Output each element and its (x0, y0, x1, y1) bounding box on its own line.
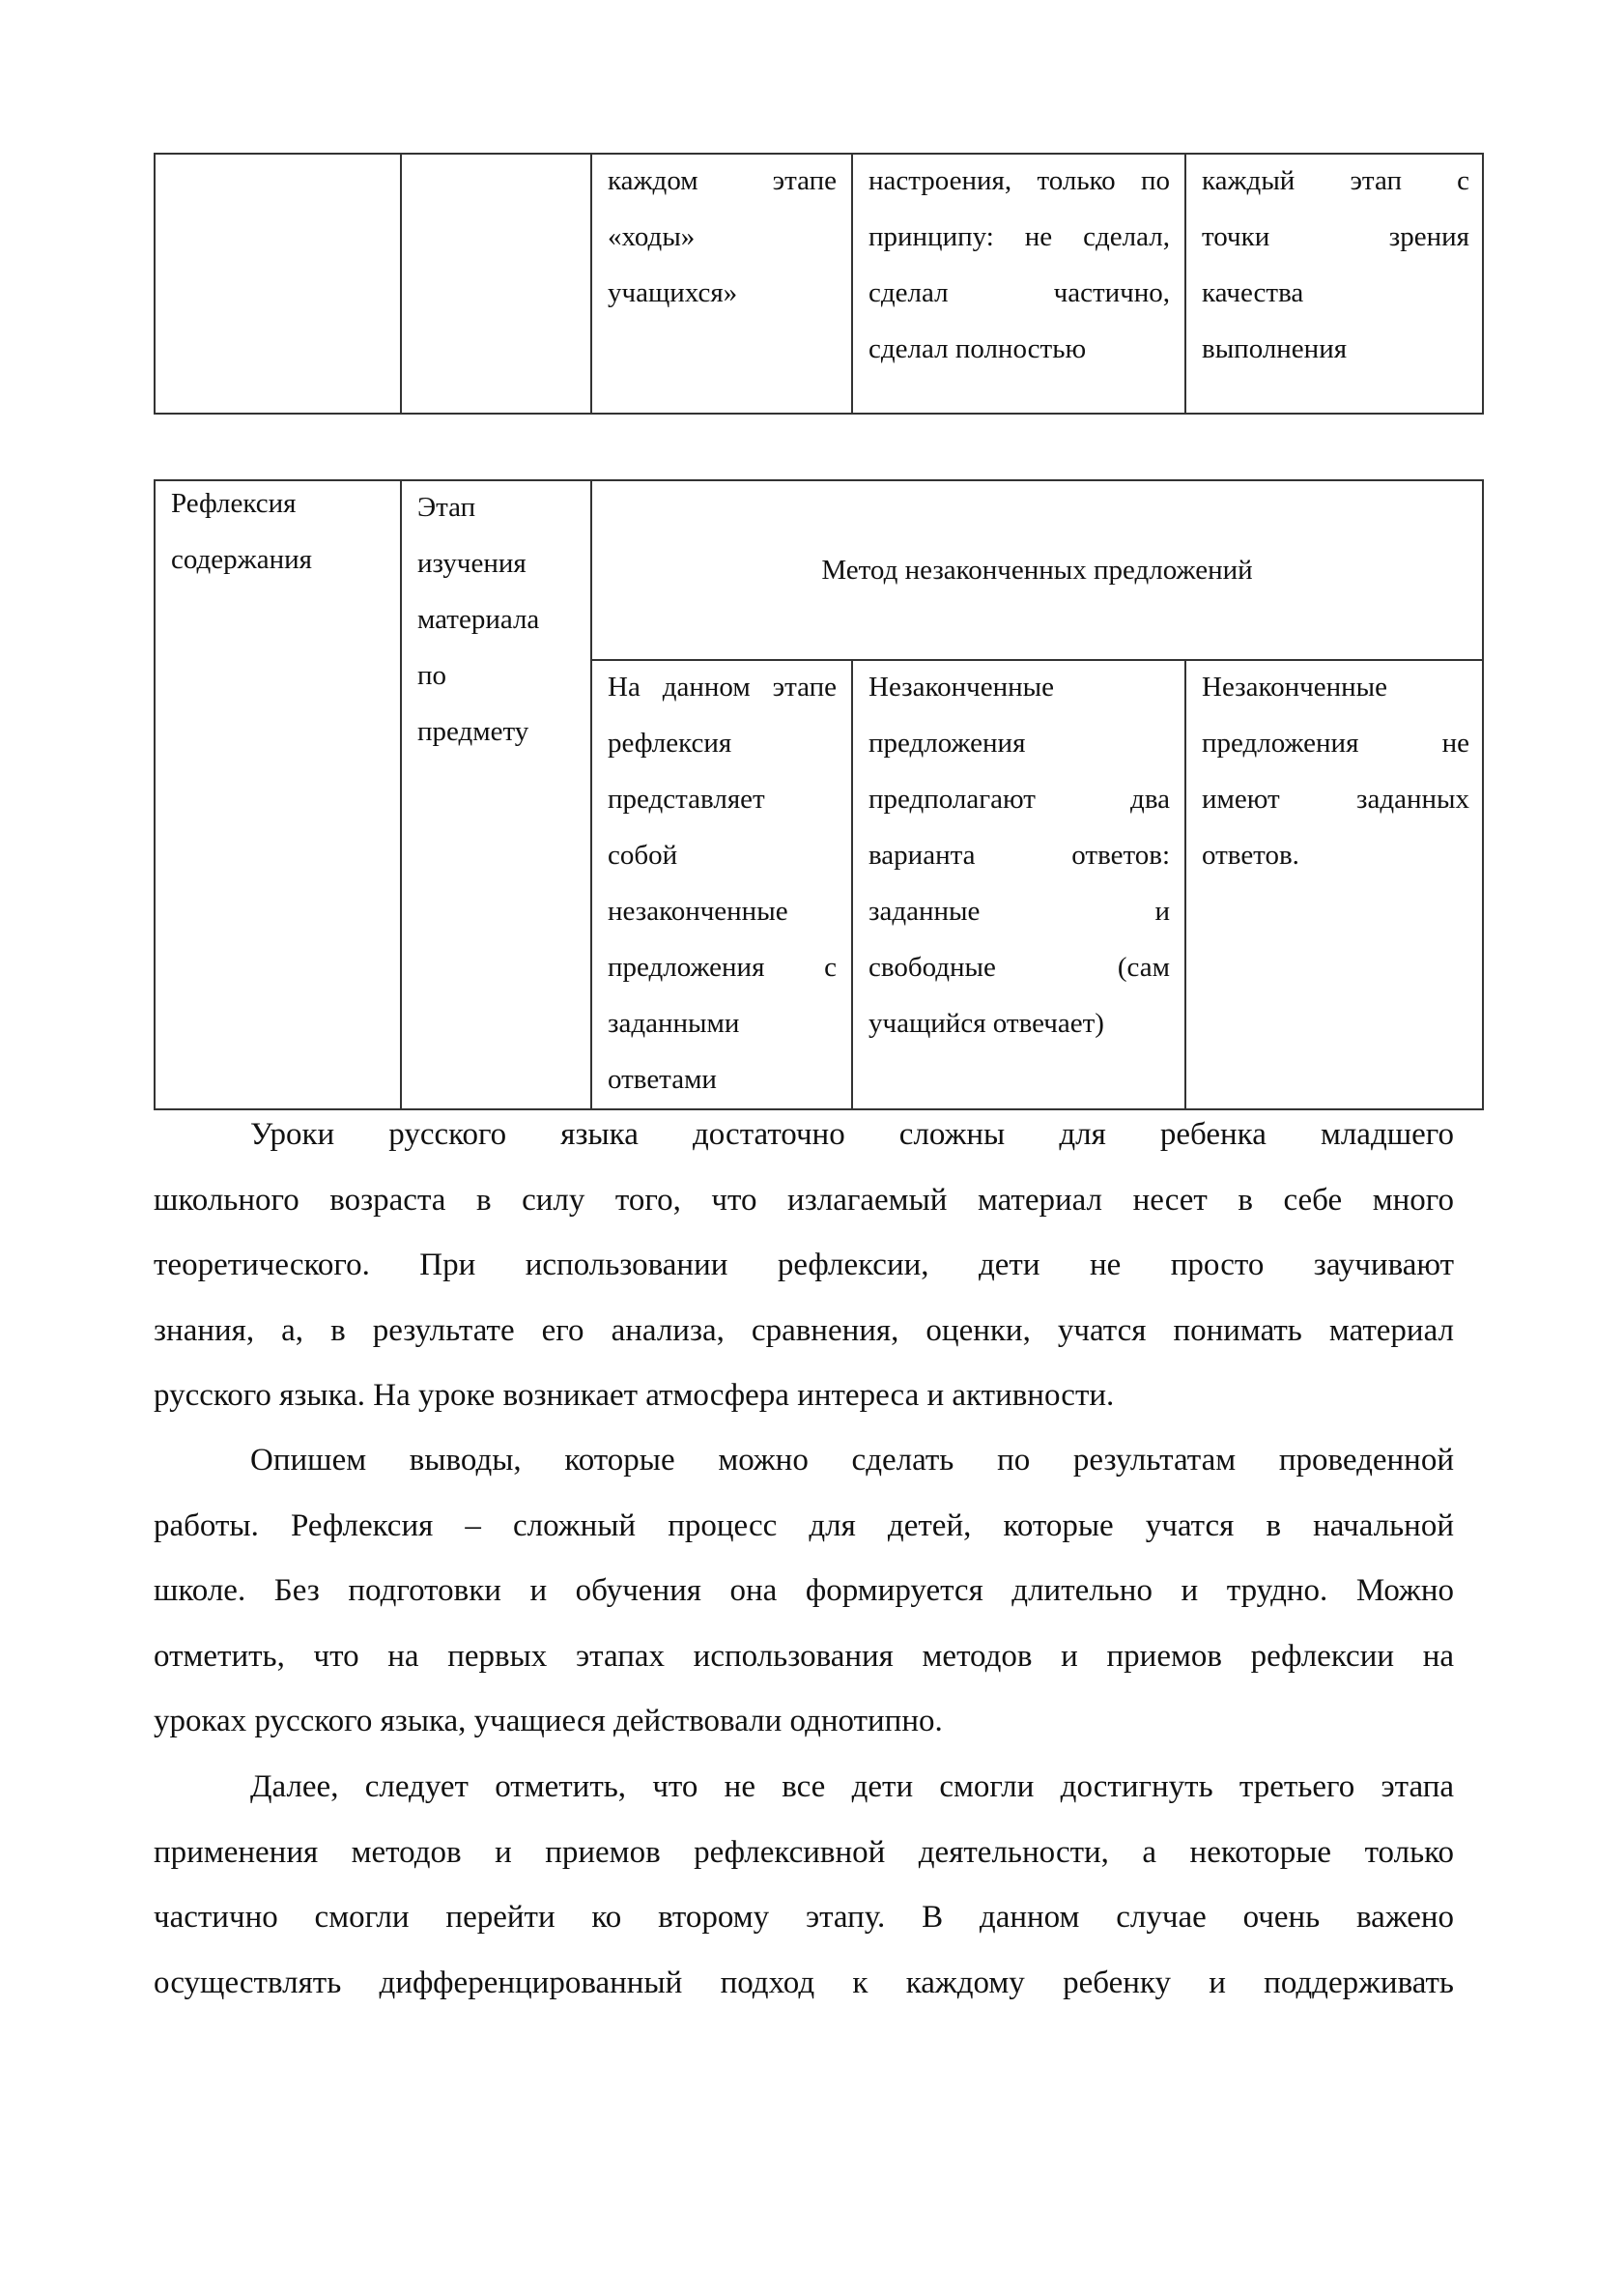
cell-line: незаконченные (608, 896, 788, 927)
paragraph-line: осуществлять дифференцированный подход к каждому ребенку и поддерживать (154, 1965, 1454, 2000)
paragraph-line: Опишем выводы, которые можно сделать по результатам проведенной (250, 1443, 1454, 1478)
cell-line: выполнения (1202, 333, 1348, 364)
paragraph (154, 1755, 1454, 2016)
paragraph (154, 1103, 1454, 1429)
cell-line: рефлексия (608, 728, 732, 759)
cell-line: точки зрения (1202, 221, 1469, 252)
cell-line: по (417, 660, 447, 691)
cell-line: предполагают два (868, 784, 1170, 815)
table-cell (590, 659, 851, 1110)
table-cell (400, 153, 590, 413)
cell-line: каждый этап с (1202, 165, 1469, 196)
paragraph-line: отметить, что на первых этапах использования методов и приемов рефлексии на (154, 1638, 1454, 1674)
cell-line: изучения (417, 548, 527, 579)
paragraph-line: русского языка. На уроке возникает атмосфера интереса и активности. (154, 1378, 1115, 1413)
cell-line: предложения с (608, 952, 837, 983)
cell-line: Рефлексия (171, 488, 297, 519)
paragraph-line: школьного возраста в силу того, что излагаемый материал несет в себе много (154, 1182, 1454, 1218)
row-label-cell (156, 475, 400, 1105)
cell-line: На данном этапе (608, 672, 837, 703)
cell-line: содержания (171, 544, 312, 575)
table-cell (156, 149, 400, 411)
cell-line: заданные и (868, 896, 1170, 927)
table-cell (851, 153, 1184, 413)
table-cell (590, 153, 851, 413)
cell-line: ответами (608, 1064, 717, 1095)
method-header: Метод незаконченных предложений (590, 481, 1482, 661)
cell-line: собой (608, 840, 678, 871)
cell-line: настроения, только по (868, 165, 1170, 196)
paragraph-line: уроках русского языка, учащиеся действовали однотипно. (154, 1704, 943, 1738)
stage-cell (400, 479, 590, 1108)
cell-line: Незаконченные (868, 672, 1054, 703)
paragraph-line: работы. Рефлексия – сложный процесс для детей, которые учатся в начальной (154, 1507, 1454, 1543)
cell-line: варианта ответов: (868, 840, 1170, 871)
continued-table (154, 153, 1484, 415)
cell-line: принципу: не сделал, (868, 221, 1170, 252)
cell-line: предмету (417, 716, 529, 747)
cell-line: «ходы» (608, 221, 696, 252)
cell-line: сделал полностью (868, 333, 1087, 364)
paragraph-line: Далее, следует отметить, что не все дети смогли достигнуть третьего этапа (250, 1769, 1454, 1804)
cell-line: качества (1202, 277, 1304, 308)
paragraph-line: Уроки русского языка достаточно сложны для ребенка младшего (250, 1117, 1454, 1152)
cell-line: сделал частично, (868, 277, 1170, 308)
cell-line: имеют заданных (1202, 784, 1469, 815)
cell-line: представляет (608, 784, 765, 815)
cell-line: предложения (868, 728, 1026, 759)
table-cell (851, 659, 1184, 1110)
cell-line: Незаконченные (1202, 672, 1387, 703)
paragraph-line: знания, а, в результате его анализа, сравнения, оценки, учатся понимать материал (154, 1312, 1454, 1348)
cell-line: материала (417, 604, 540, 635)
cell-line: свободные (сам (868, 952, 1170, 983)
paragraph-line: школе. Без подготовки и обучения она формируется длительно и трудно. Можно (154, 1573, 1454, 1608)
cell-line: учащихся» (608, 277, 738, 308)
paragraph-line: применения методов и приемов рефлексивной деятельности, а некоторые только (154, 1834, 1454, 1870)
paragraph (154, 1428, 1454, 1755)
reflection-table (154, 479, 1484, 1110)
cell-line: заданными (608, 1008, 740, 1039)
cell-line: учащийся отвечает) (868, 1008, 1104, 1039)
table-cell (1184, 153, 1484, 413)
paragraph-line: теоретического. При использовании рефлексии, дети не просто заучивают (154, 1248, 1454, 1282)
paragraph-line: частично смогли перейти ко второму этапу. В данном случае очень важено (154, 1900, 1454, 1935)
table-cell (1184, 659, 1484, 1110)
cell-line: Этап (417, 492, 476, 523)
cell-line: ответов. (1202, 840, 1299, 871)
cell-line: предложения не (1202, 728, 1469, 759)
cell-line: каждом этапе (608, 165, 837, 196)
